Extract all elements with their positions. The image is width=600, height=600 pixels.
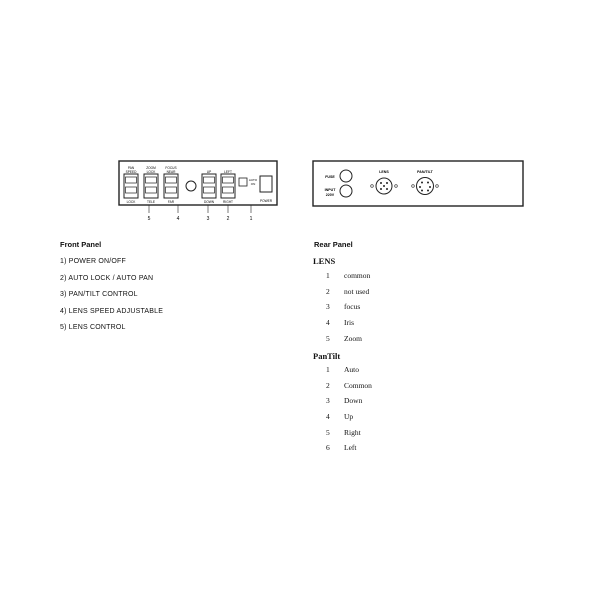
lens-pin-number: 2 xyxy=(326,286,330,296)
pantilt-pin-label: Up xyxy=(344,412,354,422)
front-panel-title: Front Panel xyxy=(60,240,102,249)
pantilt-pin-label: Left xyxy=(344,443,357,453)
pantilt-pin-number: 5 xyxy=(326,427,330,437)
front-panel-item-3: 3) PAN/TILT CONTROL xyxy=(60,291,138,298)
lens-pin-label: not used xyxy=(344,286,370,296)
lens-pin-row xyxy=(326,301,370,317)
front-label-auto-2: ON xyxy=(250,182,256,186)
front-label-zoom: ZOOM xyxy=(146,166,156,170)
front-switch-4 xyxy=(202,174,216,198)
pantilt-pin-number: 2 xyxy=(326,380,330,390)
pantilt-pin-row xyxy=(326,442,372,458)
front-label-pan-speed-2: SPEED xyxy=(125,170,137,174)
front-label-tele: TELE xyxy=(147,200,155,204)
pantilt-pin-row xyxy=(326,364,372,380)
front-panel-diagram xyxy=(118,160,278,230)
front-label-auto: AUTO xyxy=(248,178,258,182)
rear-panel-diagram xyxy=(312,160,524,208)
rear-label-input: INPUT xyxy=(324,188,336,192)
front-label-power: POWER xyxy=(259,199,273,203)
lens-pin-list xyxy=(326,270,370,348)
front-auto-indicator xyxy=(239,178,247,186)
front-switch-3 xyxy=(164,174,178,198)
front-panel-item-1: 1) POWER ON/OFF xyxy=(60,258,126,265)
front-label-focus: FOCUS xyxy=(165,166,177,170)
front-panel-item-4: 4) LENS SPEED ADJUSTABLE xyxy=(60,307,164,315)
front-switch-1 xyxy=(124,174,138,198)
lens-section-title: LENS xyxy=(313,256,336,266)
lens-pin-number: 1 xyxy=(326,271,330,280)
rear-input-socket xyxy=(340,185,352,197)
pantilt-pin-row xyxy=(326,395,372,411)
lens-pin-number: 5 xyxy=(326,333,330,343)
front-panel-item-5: 5) LENS CONTROL xyxy=(60,324,126,331)
front-power-switch xyxy=(260,176,272,192)
pantilt-pin-number: 6 xyxy=(326,443,330,453)
front-label-down: DOWN xyxy=(203,200,215,204)
lens-pin-number: 3 xyxy=(326,302,330,312)
lens-pin-row xyxy=(326,333,370,349)
rear-pantilt-connector xyxy=(417,178,434,195)
pantilt-pin-label: Down xyxy=(344,396,363,406)
front-callout-3: 3 xyxy=(206,216,210,222)
pantilt-pin-number: 1 xyxy=(326,365,330,374)
front-label-pan-speed: PAN xyxy=(127,166,135,170)
front-callout-2: 2 xyxy=(226,216,230,222)
pantilt-pin-number: 3 xyxy=(326,396,330,406)
front-callout-5: 5 xyxy=(147,216,151,222)
lens-pin-label: Iris xyxy=(344,318,354,328)
rear-panel-title: Rear Panel xyxy=(314,240,353,249)
pantilt-pin-row xyxy=(326,411,372,427)
front-callout-1: 1 xyxy=(249,216,253,222)
rear-panel-outline xyxy=(313,161,523,206)
pantilt-pin-label: Common xyxy=(344,380,372,390)
rear-label-lens: LENS xyxy=(379,170,389,174)
pantilt-section-title: PanTilt xyxy=(313,351,341,361)
front-switch-2 xyxy=(144,174,158,198)
rear-label-fuse: FUSE xyxy=(325,175,335,179)
front-label-far: FAR xyxy=(167,200,175,204)
front-label-focus-2: NEAR xyxy=(166,170,176,174)
lens-pin-label: Zoom xyxy=(344,333,362,343)
pantilt-pin-list xyxy=(326,364,372,458)
pantilt-pin-label: Auto xyxy=(344,365,359,374)
front-knob xyxy=(186,181,196,191)
front-panel-item-2: 2) AUTO LOCK / AUTO PAN xyxy=(60,274,154,282)
lens-pin-label: focus xyxy=(344,302,361,312)
pantilt-pin-row xyxy=(326,380,372,396)
pantilt-pin-label: Right xyxy=(344,427,361,437)
rear-label-pantilt: PAN/TILT xyxy=(417,170,433,174)
front-callout-4: 4 xyxy=(176,216,180,222)
rear-fuse-holder xyxy=(340,170,352,182)
front-label-left: LEFT xyxy=(224,170,232,174)
pantilt-pin-number: 4 xyxy=(326,412,330,422)
lens-pin-label: common xyxy=(344,271,371,280)
front-label-zoom-2: LOCK xyxy=(146,170,156,174)
rear-label-input-2: 220V xyxy=(325,193,335,197)
front-switch-5 xyxy=(221,174,235,198)
front-label-up: UP xyxy=(206,170,212,174)
front-label-lock: LOCK xyxy=(126,200,136,204)
front-panel-list xyxy=(60,256,163,339)
lens-pin-row xyxy=(326,286,370,302)
lens-pin-number: 4 xyxy=(326,318,330,328)
lens-pin-row xyxy=(326,270,370,286)
lens-pin-row xyxy=(326,317,370,333)
front-label-right: RIGHT xyxy=(223,200,233,204)
pantilt-pin-row xyxy=(326,427,372,443)
